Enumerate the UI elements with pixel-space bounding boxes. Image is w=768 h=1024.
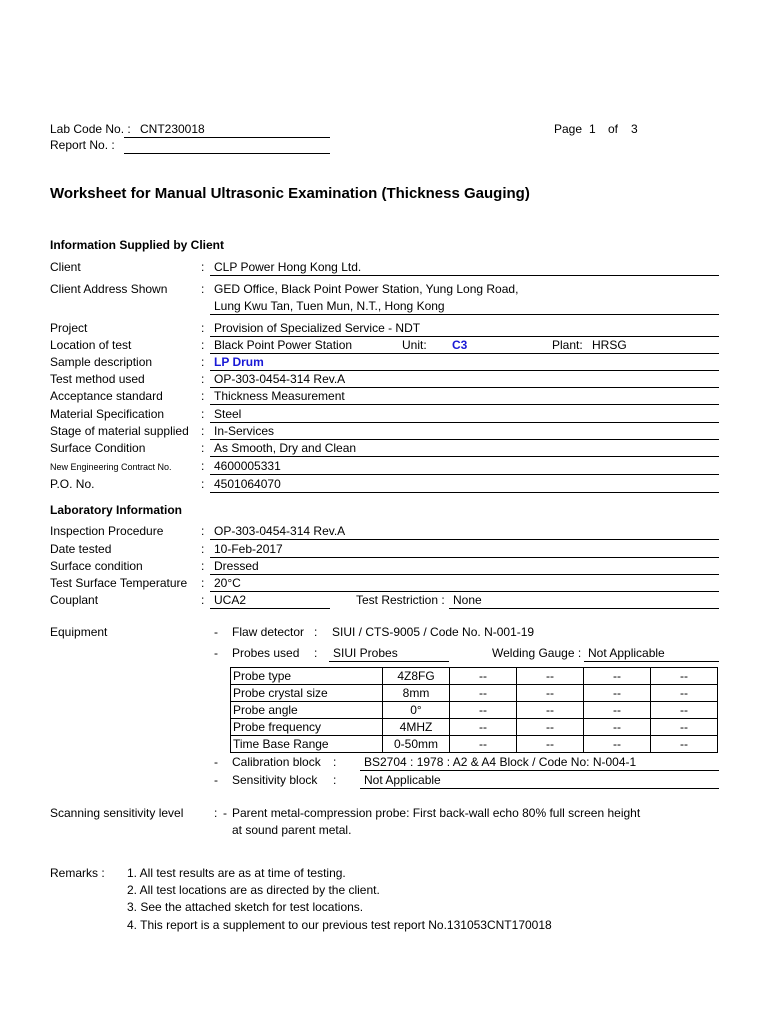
colon: : xyxy=(201,441,205,455)
probe-table-row-label: Probe type xyxy=(231,668,383,685)
material-value: Steel xyxy=(214,407,242,421)
colon: : xyxy=(201,477,205,491)
probe-table-cell: 0-50mm xyxy=(383,736,450,753)
restriction-value: None xyxy=(453,593,482,607)
procedure-label: Inspection Procedure xyxy=(50,524,164,538)
lab-surface-label: Surface condition xyxy=(50,559,143,573)
calibration-underline xyxy=(360,770,719,771)
colon: : xyxy=(201,593,205,607)
probe-table-cell: -- xyxy=(517,702,584,719)
po-value: 4501064070 xyxy=(214,477,281,491)
lab-surface-underline xyxy=(210,574,719,575)
colon: : xyxy=(201,282,205,296)
lab-surface-value: Dressed xyxy=(214,559,259,573)
contract-value: 4600005331 xyxy=(214,459,281,473)
couplant-value: UCA2 xyxy=(214,593,247,607)
project-value: Provision of Specialized Service - NDT xyxy=(214,321,421,335)
method-underline xyxy=(210,387,719,388)
plant-label: Plant: xyxy=(552,338,583,352)
colon: : xyxy=(201,459,205,473)
probe-table-cell: -- xyxy=(651,668,718,685)
date-value: 10-Feb-2017 xyxy=(214,542,283,556)
probe-table-cell: -- xyxy=(584,736,651,753)
colon: : xyxy=(214,806,218,820)
sample-underline xyxy=(210,370,719,371)
welding-gauge-value: Not Applicable xyxy=(588,646,665,660)
equipment-label: Equipment xyxy=(50,625,108,639)
scanning-label: Scanning sensitivity level xyxy=(50,806,184,820)
colon: : xyxy=(201,372,205,386)
client-value: CLP Power Hong Kong Ltd. xyxy=(214,260,362,274)
remarks-label: Remarks : xyxy=(50,866,105,880)
bullet-dash: - xyxy=(214,625,218,639)
sensitivity-block-value: Not Applicable xyxy=(364,773,441,787)
probe-table-cell: -- xyxy=(450,736,517,753)
lab-code-value: CNT230018 xyxy=(140,122,205,136)
project-underline xyxy=(210,336,719,337)
probe-table-cell: -- xyxy=(517,736,584,753)
colon: : xyxy=(201,576,205,590)
colon: : xyxy=(201,321,205,335)
probe-table-cell: -- xyxy=(584,702,651,719)
stage-underline xyxy=(210,439,719,440)
bullet-dash: - xyxy=(214,646,218,660)
probes-used-underline xyxy=(329,661,449,662)
colon: : xyxy=(201,338,205,352)
project-label: Project xyxy=(50,321,88,335)
po-label: P.O. No. xyxy=(50,477,95,491)
procedure-underline xyxy=(210,539,719,540)
method-label: Test method used xyxy=(50,372,145,386)
scanning-line-1: Parent metal-compression probe: First back-wall echo 80% full screen height xyxy=(232,806,641,820)
procedure-value: OP-303-0454-314 Rev.A xyxy=(214,524,346,538)
colon: : xyxy=(201,389,205,403)
probes-used-label: Probes used xyxy=(232,646,300,660)
report-no-label: Report No. : xyxy=(50,138,115,152)
temperature-value: 20°C xyxy=(214,576,241,590)
probe-table-row-label: Probe angle xyxy=(231,702,383,719)
probe-table-cell: -- xyxy=(450,719,517,736)
unit-label: Unit: xyxy=(402,338,427,352)
probe-table-row xyxy=(231,736,718,753)
address-underline xyxy=(210,314,719,315)
address-label: Client Address Shown xyxy=(50,282,168,296)
acceptance-label: Acceptance standard xyxy=(50,389,163,403)
probe-table-cell: 4MHZ xyxy=(383,719,450,736)
probe-table-cell: 4Z8FG xyxy=(383,668,450,685)
location-value: Black Point Power Station xyxy=(214,338,353,352)
lab-code-label: Lab Code No. : xyxy=(50,122,131,136)
client-section-heading: Information Supplied by Client xyxy=(50,238,224,252)
report-no-underline xyxy=(124,153,330,154)
page-label: Page xyxy=(554,122,583,136)
material-label: Material Specification xyxy=(50,407,165,421)
probe-table-row-label: Probe crystal size xyxy=(231,685,383,702)
calibration-block-value: BS2704 : 1978 : A2 & A4 Block / Code No: N-004-1 xyxy=(364,755,637,769)
probes-used-value: SIUI Probes xyxy=(333,646,398,660)
probe-table xyxy=(230,667,718,753)
probe-table-row xyxy=(231,668,718,685)
remark-item: 3. See the attached sketch for test locations. xyxy=(127,900,364,914)
probe-table-cell: -- xyxy=(450,702,517,719)
remark-item: 1. All test results are as at time of testing. xyxy=(127,866,346,880)
restriction-label: Test Restriction : xyxy=(356,593,445,607)
scanning-line-2: at sound parent metal. xyxy=(232,823,352,837)
sensitivity-block-label: Sensitivity block xyxy=(232,773,318,787)
unit-value: C3 xyxy=(452,338,468,352)
page-title: Worksheet for Manual Ultrasonic Examination (Thickness Gauging) xyxy=(50,185,530,202)
surface-label: Surface Condition xyxy=(50,441,146,455)
probe-table-cell: -- xyxy=(651,702,718,719)
probe-table-cell: -- xyxy=(517,719,584,736)
surface-underline xyxy=(210,456,719,457)
bullet-dash: - xyxy=(223,806,227,820)
probe-table-cell: -- xyxy=(651,736,718,753)
probe-table-row xyxy=(231,685,718,702)
client-underline xyxy=(210,275,719,276)
probe-table-cell: -- xyxy=(651,685,718,702)
flaw-detector-label: Flaw detector xyxy=(232,625,305,639)
probe-table-cell: -- xyxy=(450,685,517,702)
colon: : xyxy=(314,646,318,660)
probe-table-cell: -- xyxy=(450,668,517,685)
couplant-label: Couplant xyxy=(50,593,99,607)
date-label: Date tested xyxy=(50,542,112,556)
stage-label: Stage of material supplied xyxy=(50,424,189,438)
colon: : xyxy=(333,755,337,769)
sample-value: LP Drum xyxy=(214,355,264,369)
page-total: 3 xyxy=(631,122,638,136)
probe-table-cell: -- xyxy=(584,685,651,702)
colon: : xyxy=(314,625,318,639)
location-label: Location of test xyxy=(50,338,132,352)
colon: : xyxy=(201,424,205,438)
client-label: Client xyxy=(50,260,81,274)
colon: : xyxy=(333,773,337,787)
temperature-label: Test Surface Temperature xyxy=(50,576,188,590)
temperature-underline xyxy=(210,591,719,592)
probe-table-cell: -- xyxy=(584,668,651,685)
calibration-block-label: Calibration block xyxy=(232,755,321,769)
colon: : xyxy=(201,524,205,538)
probe-table-row xyxy=(231,702,718,719)
colon: : xyxy=(201,407,205,421)
bullet-dash: - xyxy=(214,755,218,769)
lab-code-underline xyxy=(124,137,330,138)
probe-table-cell: 0° xyxy=(383,702,450,719)
contract-underline xyxy=(210,474,719,475)
bullet-dash: - xyxy=(214,773,218,787)
page-of-label: of xyxy=(608,122,619,136)
material-underline xyxy=(210,422,719,423)
method-value: OP-303-0454-314 Rev.A xyxy=(214,372,346,386)
contract-label: New Engineering Contract No. xyxy=(50,462,172,472)
remark-item: 4. This report is a supplement to our previous test report No.131053CNT170018 xyxy=(127,918,552,932)
acceptance-underline xyxy=(210,404,719,405)
flaw-detector-value: SIUI / CTS-9005 / Code No. N-001-19 xyxy=(332,625,535,639)
colon: : xyxy=(201,559,205,573)
remark-item: 2. All test locations are as directed by the client. xyxy=(127,883,380,897)
welding-gauge-label: Welding Gauge : xyxy=(492,646,582,660)
probe-table-cell: -- xyxy=(651,719,718,736)
sample-label: Sample description xyxy=(50,355,153,369)
stage-value: In-Services xyxy=(214,424,275,438)
date-underline xyxy=(210,557,719,558)
probe-table-cell: -- xyxy=(517,668,584,685)
probe-table-cell: -- xyxy=(517,685,584,702)
probe-table-row-label: Probe frequency xyxy=(231,719,383,736)
welding-gauge-underline xyxy=(584,661,719,662)
probe-table-row xyxy=(231,719,718,736)
plant-value: HRSG xyxy=(592,338,627,352)
colon: : xyxy=(201,542,205,556)
probe-table-cell: -- xyxy=(584,719,651,736)
sensitivity-underline xyxy=(360,788,719,789)
address-line-2: Lung Kwu Tan, Tuen Mun, N.T., Hong Kong xyxy=(214,299,445,313)
restriction-underline xyxy=(449,608,719,609)
page-number: 1 xyxy=(589,122,596,136)
probe-table-row-label: Time Base Range xyxy=(231,736,383,753)
colon: : xyxy=(201,260,205,274)
address-line-1: GED Office, Black Point Power Station, Yung Long Road, xyxy=(214,282,519,296)
couplant-underline xyxy=(210,608,330,609)
probe-table-cell: 8mm xyxy=(383,685,450,702)
acceptance-value: Thickness Measurement xyxy=(214,389,345,403)
lab-section-heading: Laboratory Information xyxy=(50,503,183,517)
surface-value: As Smooth, Dry and Clean xyxy=(214,441,357,455)
po-underline xyxy=(210,492,719,493)
colon: : xyxy=(201,355,205,369)
location-underline xyxy=(210,353,719,354)
